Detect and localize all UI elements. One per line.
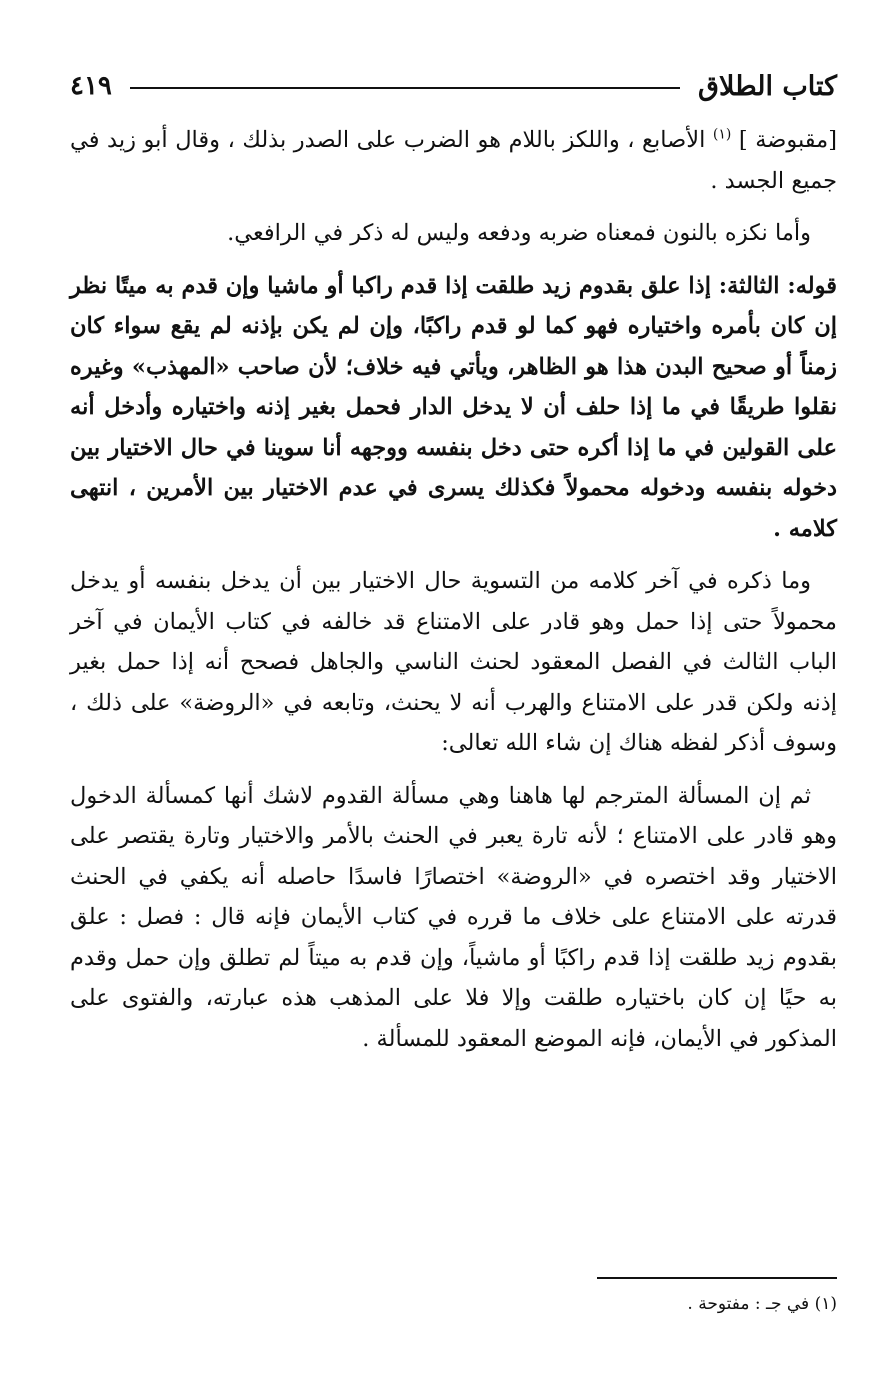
paragraph-5: ثم إن المسألة المترجم لها هاهنا وهي مسألة القدوم لاشك أنها كمسألة الدخول وهو قادر على الامتناع ؛ لأنه تارة يعبر في الحنث بالأمر والاختيار وتارة يقتصر على الاختيار وقد اختصره في «الروضة» اختصارًا فاسدًا حاصله أنه يكفي في الحنث قدرته على الامتناع على خلاف ما قرره في كتاب الأيمان فإنه قال : فصل : علق بقدوم زيد طلقت إذا قدم راكبًا أو ماشياً، وإن قدم به ميتاً لم تطلق وإن حمل وقدم به حيًا إن كان باختياره طلقت وإلا فلا على المذهب هذه عبارته، والفتوى على المذكور في الأيمان، فإنه الموضع المعقود للمسألة .: [70, 782, 837, 1052]
page-header: [70, 62, 837, 110]
book-page: [70, 62, 837, 1355]
page-number: ٤١٩: [70, 71, 112, 101]
paragraph-4: وما ذكره في آخر كلامه من التسوية حال الاختيار بين أن يدخل بنفسه أو يدخل محمولاً حتى إذا حمل وهو قادر على الامتناع قد خالفه في كتاب الأيمان في آخر الباب الثالث في الفصل المعقود لحنث الناسي والجاهل فصحح أنه إذا حمل بغير إذنه ولكن قدر على الامتناع والهرب أنه لا يحنث، وتابعه في «الروضة» على ذلك ، وسوف أذكر لفظه هناك إن شاء الله تعالى:: [70, 568, 837, 756]
paragraph-1-start: [مقبوضة ]: [738, 127, 838, 153]
paragraph-1: [70, 120, 837, 201]
footnote-marker: (١): [712, 126, 732, 143]
footnote: (١) في جـ : مفتوحة .: [687, 1294, 837, 1314]
paragraph-2: وأما نكزه بالنون فمعناه ضربه ودفعه وليس له ذكر في الرافعي.: [227, 220, 811, 246]
paragraph-3-quote: قوله: الثالثة: إذا علق بقدوم زيد طلقت إذا قدم راكبا أو ماشيا وإن قدم به ميتًا نظر إن كان بأمره واختياره فهو كما لو قدم راكبًا، وإن لم يكن بإذنه لم يقع سواء كان زمناً أو صحيح البدن هذا هو الظاهر، ويأتي فيه خلاف؛ لأن صاحب «المهذب» وغيره نقلوا طريقًا في ما إذا حلف أن لا يدخل الدار فحمل بغير إذنه واختياره وأدخل أنه على القولين في ما إذا أكره حتى دخل بنفسه ووجهه أنا سوينا في حال الاختيار بين دخوله بنفسه ودخوله محمولاً فكذلك يسرى في عدم الاختيار بين الأمرين ، انتهى كلامه .: [70, 272, 837, 542]
paragraph-1-rest: الأصابع ، واللكز باللام هو الضرب على الصدر بذلك ، وقال أبو زيد في جميع الجسد .: [70, 127, 837, 194]
running-title: كتاب الطلاق: [698, 70, 837, 102]
main-text: [70, 120, 837, 1059]
footnote-rule: [597, 1277, 837, 1279]
header-rule: [130, 87, 680, 89]
